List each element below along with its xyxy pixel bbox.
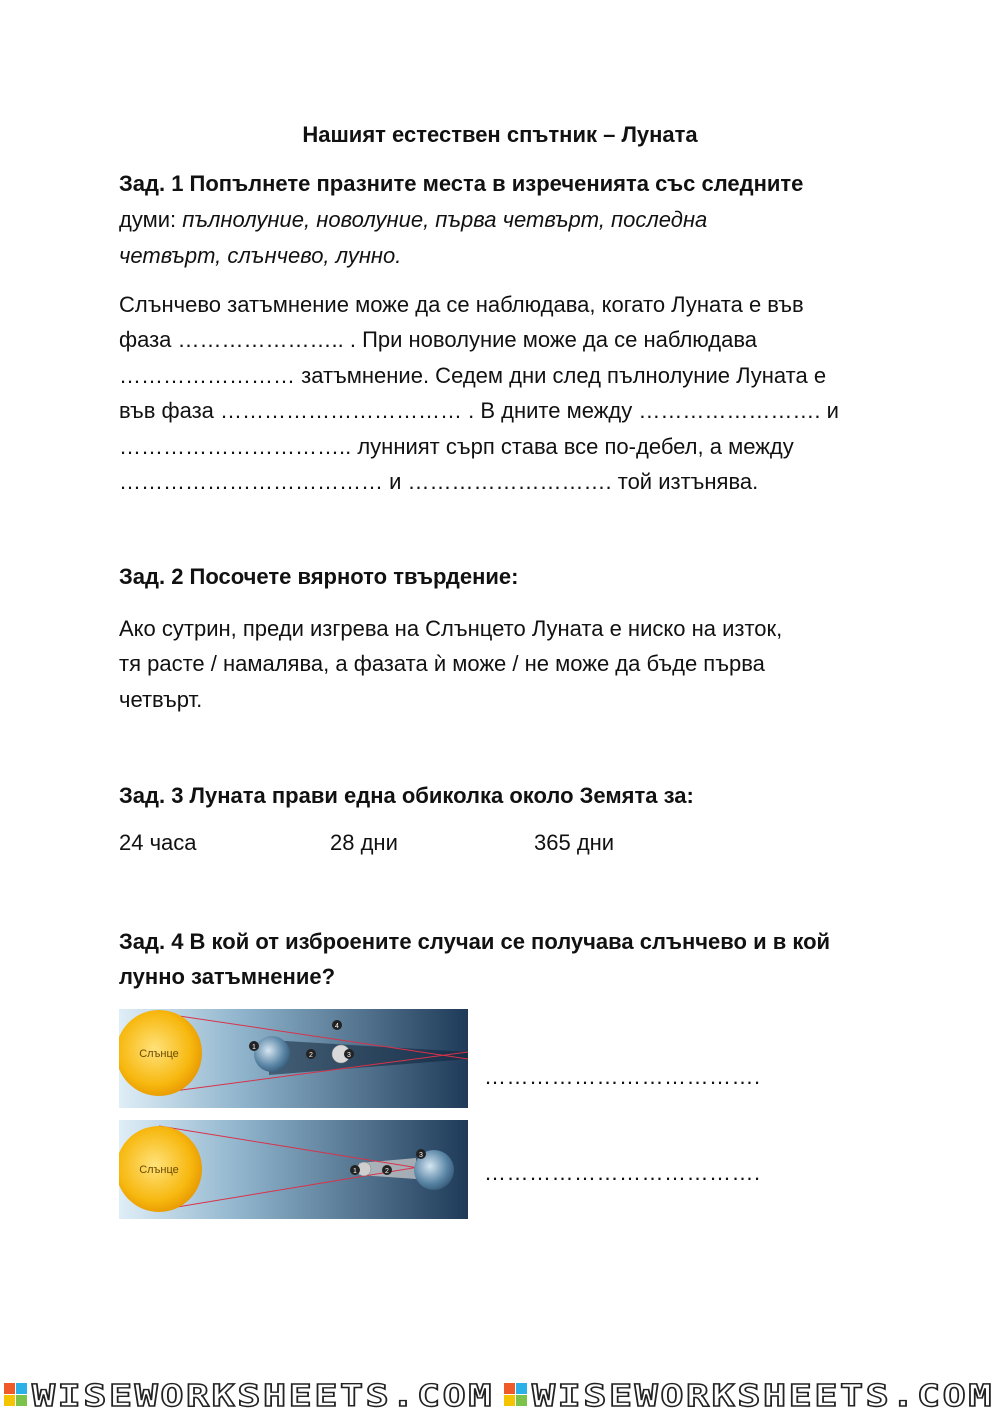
task1-line-3: …………………… затъмнение. Седем дни след пълнолуние Луната е [119,363,827,388]
task1-line-5: ………………………….. лунният сърп става все по-дебел, а между [119,434,794,459]
wiseworksheets-logo [0,1377,1000,1413]
task1-words-line1 [119,202,889,238]
marker-1-label: 1 [353,1168,357,1175]
task1-line-1: Слънчево затъмнение може да се наблюдава, когато Луната е във [119,292,804,317]
task2-line-3: четвърт. [119,687,203,712]
marker-2-label: 2 [385,1168,389,1175]
marker-2-label: 2 [309,1052,313,1059]
task1-words-list: пълнолуние, новолуние, първа четвърт, последна [182,207,708,232]
page-title: Нашият естествен спътник – Луната [302,122,698,147]
task4-answer-line-2[interactable]: ………………………………. [484,1160,761,1185]
task2-heading: Зад. 2 Посочете вярното твърдение: [119,564,519,589]
eclipse-diagram-2 [119,1120,468,1219]
task1-words-lead: думи: [119,207,183,232]
task1-line-2: фаза ………………….. . При новолуние може да се наблюдава [119,327,758,352]
task3-option-2[interactable]: 28 дни [330,830,398,855]
earth-icon [254,1036,290,1072]
marker-4-label: 4 [335,1023,339,1030]
task1-words-line2: четвърт, слънчево, лунно. [119,243,402,268]
marker-3-label: 3 [419,1152,423,1159]
eclipse-diagram-1 [119,1009,468,1108]
task3-heading: Зад. 3 Луната прави една обиколка около Земята за: [119,783,694,808]
task4-heading-line2: лунно затъмнение? [119,964,336,989]
task4-heading-line1: Зад. 4 В кой от изброените случаи се получава слънчево и в кой [119,929,831,954]
svg-text:WISEWORKSHEETS.COM: WISEWORKSHEETS.COM [32,1379,495,1413]
task2-line-1: Ако сутрин, преди изгрева на Слънцето Луната е ниско на изток, [119,616,783,641]
task1-line-4: във фаза …………………………… . В дните между ……………………. и [119,398,839,423]
logo-squares-right [504,1383,527,1406]
task3-option-3[interactable]: 365 дни [534,830,615,855]
marker-3-label: 3 [347,1052,351,1059]
task1-line-6: ……………………………… и ………………………. той изтънява. [119,469,759,494]
task3-option-1[interactable]: 24 часа [119,830,197,855]
task1-heading: Зад. 1 Попълнете празните места в изреченията със следните [119,171,804,196]
sun-label: Слънце [139,1164,179,1176]
marker-1-label: 1 [252,1044,256,1051]
svg-text:WISEWORKSHEETS.COM: WISEWORKSHEETS.COM [532,1379,994,1413]
logo-squares-left [4,1383,27,1406]
task2-line-2: тя расте / намалява, а фазата ѝ може / не може да бъде първа [119,651,765,676]
sun-label: Слънце [139,1048,179,1060]
task4-answer-line-1[interactable]: ………………………………. [484,1064,761,1089]
